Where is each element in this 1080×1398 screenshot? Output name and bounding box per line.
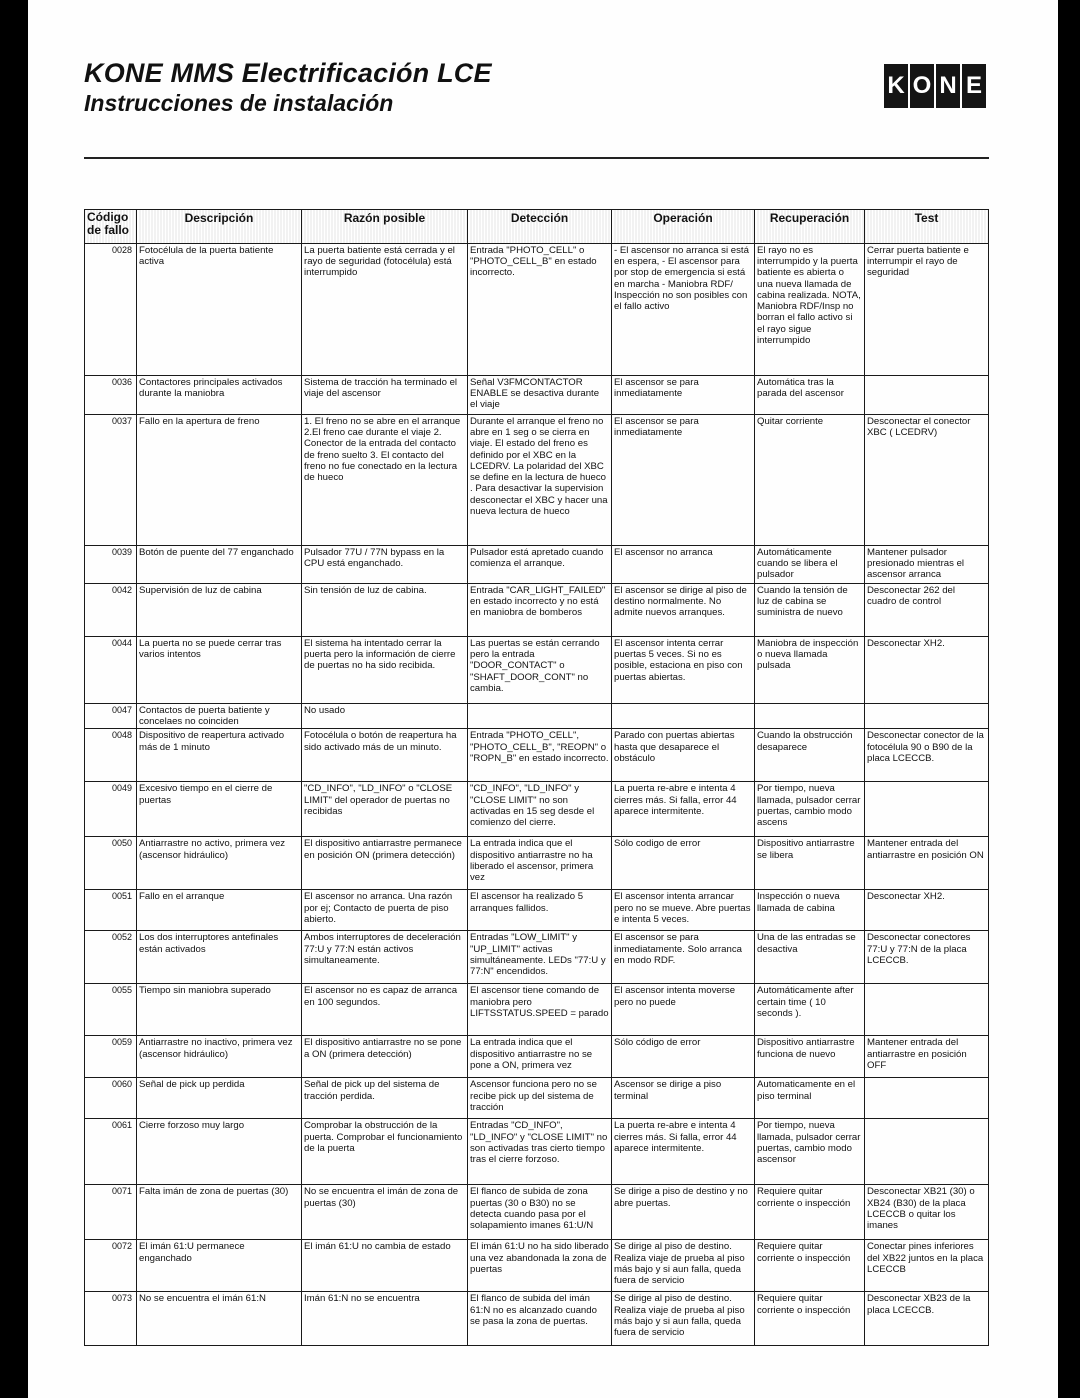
cell-description: Los dos interruptores antefinales están activados (137, 931, 302, 984)
cell-recovery: Cuando la tensión de luz de cabina se suministra de nuevo (755, 584, 865, 637)
cell-operation: Parado con puertas abiertas hasta que desaparece el obstáculo (612, 729, 755, 782)
logo-letter: K (884, 64, 908, 108)
cell-description: Fotocélula de la puerta batiente activa (137, 244, 302, 376)
cell-recovery: Una de las entradas se desactiva (755, 931, 865, 984)
cell-test (865, 1078, 989, 1119)
cell-detection: El flanco de subida del imán 61:N no es alcanzado cuando se pasa la zona de puertas. (468, 1292, 612, 1346)
cell-possible-reason: El imán 61:U no cambia de estado (302, 1240, 468, 1292)
cell-code: 0036 (85, 376, 137, 415)
kone-logo (884, 64, 986, 108)
table-row (85, 1119, 989, 1185)
cell-detection: El flanco de subida de zona puertas (30 o B30) no se detecta cuando pasa por el solapamiento imanes 61:U/N (468, 1185, 612, 1240)
cell-operation: El ascensor intenta moverse pero no puede (612, 984, 755, 1036)
table-header-row (85, 210, 989, 244)
cell-test (865, 376, 989, 415)
cell-test (865, 1119, 989, 1185)
cell-description: El imán 61:U permanece enganchado (137, 1240, 302, 1292)
table-row (85, 984, 989, 1036)
logo-letter: E (962, 64, 986, 108)
cell-test: Cerrar puerta batiente e interrumpir el rayo de seguridad (865, 244, 989, 376)
cell-possible-reason: "CD_INFO", "LD_INFO" o "CLOSE LIMIT" del operador de puertas no recibidas (302, 782, 468, 837)
cell-detection: El imán 61:U no ha sido liberado una vez abandonada la zona de puertas (468, 1240, 612, 1292)
cell-recovery: El rayo no es interrumpido y la puerta batiente es abierta o una nueva llamada de cabina realizada. NOTA, Maniobra RDF/Insp no borran el fallo activo si el rayo sigue interrumpido (755, 244, 865, 376)
cell-recovery: Maniobra de inspección o nueva llamada pulsada (755, 637, 865, 704)
cell-recovery: Requiere quitar corriente o inspección (755, 1185, 865, 1240)
logo-letter: O (910, 64, 934, 108)
cell-description: Fallo en la apertura de freno (137, 415, 302, 546)
cell-code: 0071 (85, 1185, 137, 1240)
logo-letter: N (936, 64, 960, 108)
cell-detection: Pulsador está apretado cuando comienza el arranque. (468, 546, 612, 584)
cell-description: Botón de puente del 77 enganchado (137, 546, 302, 584)
cell-detection: "CD_INFO", "LD_INFO" y "CLOSE LIMIT" no son activadas en 15 seg desde el comienzo del cierre. (468, 782, 612, 837)
table-row (85, 546, 989, 584)
cell-code: 0037 (85, 415, 137, 546)
cell-test: Mantener entrada del antiarrastre en posición ON (865, 837, 989, 890)
cell-code: 0047 (85, 704, 137, 729)
cell-test: Desconectar XB21 (30) o XB24 (B30) de la placa LCECCB o quitar los imanes (865, 1185, 989, 1240)
cell-test: Desconectar 262 del cuadro de control (865, 584, 989, 637)
cell-code: 0048 (85, 729, 137, 782)
table-row (85, 376, 989, 415)
cell-possible-reason: El dispositivo antiarrastre no se pone a ON (primera detección) (302, 1036, 468, 1078)
cell-possible-reason: Señal de pick up del sistema de tracción perdida. (302, 1078, 468, 1119)
cell-description: Contactos de puerta batiente y concelaes no coinciden (137, 704, 302, 729)
table-row (85, 1036, 989, 1078)
cell-possible-reason: Sin tensión de luz de cabina. (302, 584, 468, 637)
cell-description: Falta imán de zona de puertas (30) (137, 1185, 302, 1240)
cell-operation: El ascensor se para inmediatamente. Solo arranca en modo RDF. (612, 931, 755, 984)
scan-border-left (0, 0, 28, 1398)
cell-possible-reason: El ascensor no arranca. Una razón por ej; Contacto de puerta de piso abierto. (302, 890, 468, 931)
cell-description: Cierre forzoso muy largo (137, 1119, 302, 1185)
cell-detection: El ascensor ha realizado 5 arranques fallidos. (468, 890, 612, 931)
cell-detection: Entradas "CD_INFO", "LD_INFO" y "CLOSE LIMIT" no son activadas tras cierto tiempo tras el cierre forzoso. (468, 1119, 612, 1185)
cell-possible-reason: No usado (302, 704, 468, 729)
cell-detection: El ascensor tiene comando de maniobra pero LIFTSSTATUS.SPEED = parado (468, 984, 612, 1036)
cell-operation: Sólo codigo de error (612, 837, 755, 890)
cell-possible-reason: No se encuentra el imán de zona de puertas (30) (302, 1185, 468, 1240)
cell-description: Tiempo sin maniobra superado (137, 984, 302, 1036)
cell-test (865, 704, 989, 729)
cell-recovery: Cuando la obstrucción desaparece (755, 729, 865, 782)
column-header-test: Test (865, 210, 989, 244)
cell-description: Fallo en el arranque (137, 890, 302, 931)
cell-recovery: Automaticamente en el piso terminal (755, 1078, 865, 1119)
cell-operation: El ascensor intenta arrancar pero no se mueve. Abre puertas e intenta 5 veces. (612, 890, 755, 931)
cell-code: 0039 (85, 546, 137, 584)
column-header-possible-reason: Razón posible (302, 210, 468, 244)
table-row (85, 1240, 989, 1292)
cell-possible-reason: Ambos interruptores de deceleración 77:U y 77:N están activos simultaneamente. (302, 931, 468, 984)
cell-possible-reason: 1. El freno no se abre en el arranque 2.El freno cae durante el viaje 2. Conector de la entrada del contacto de freno suelto 3. El contacto del freno no fue conectado en la lectura de hueco (302, 415, 468, 546)
document-title: KONE MMS Electrificación LCE (84, 58, 492, 88)
cell-operation: El ascensor se dirige al piso de destino normalmente. No admite nuevos arranques. (612, 584, 755, 637)
cell-code: 0073 (85, 1292, 137, 1346)
cell-code: 0061 (85, 1119, 137, 1185)
cell-possible-reason: La puerta batiente está cerrada y el rayo de seguridad (fotocélula) está interrumpido (302, 244, 468, 376)
cell-detection: Durante el arranque el freno no abre en 1 seg o se cierra en viaje. El estado del freno es definido por el XBC en la LCEDRV. La polaridad del XBC se define en la lectura de hueco . Para desactivar la supervision desconectar el XBC y hacer una nueva lectura de hueco (468, 415, 612, 546)
table-row (85, 1292, 989, 1346)
header-divider (84, 157, 989, 159)
cell-recovery (755, 704, 865, 729)
table-row (85, 729, 989, 782)
cell-operation: La puerta re-abre e intenta 4 cierres más. Si falla, error 44 aparece intermitente. (612, 782, 755, 837)
cell-test: Desconectar conectores 77:U y 77:N de la placa LCECCB. (865, 931, 989, 984)
cell-operation: Se dirige al piso de destino. Realiza viaje de prueba al piso más bajo y si aun falla, queda fuera de servicio (612, 1240, 755, 1292)
fault-code-table-wrapper (84, 209, 988, 1345)
table-row (85, 637, 989, 704)
cell-operation: Se dirige al piso de destino. Realiza viaje de prueba al piso más bajo y si aun falla, queda fuera de servicio (612, 1292, 755, 1346)
cell-code: 0055 (85, 984, 137, 1036)
cell-operation: La puerta re-abre e intenta 4 cierres más. Si falla, error 44 aparece intermitente. (612, 1119, 755, 1185)
table-row (85, 704, 989, 729)
cell-test (865, 782, 989, 837)
fault-code-table (84, 209, 989, 1346)
cell-description: Antiarrastre no activo, primera vez (ascensor hidráulico) (137, 837, 302, 890)
cell-code: 0059 (85, 1036, 137, 1078)
cell-operation: El ascensor no arranca (612, 546, 755, 584)
cell-recovery: Inspección o nueva llamada de cabina (755, 890, 865, 931)
cell-detection: La entrada indica que el dispositivo antiarrastre no se pone a ON, primera vez (468, 1036, 612, 1078)
cell-recovery: Dispositivo antiarrastre se libera (755, 837, 865, 890)
cell-description: Contactores principales activados durante la maniobra (137, 376, 302, 415)
table-row (85, 415, 989, 546)
cell-detection: La entrada indica que el dispositivo antiarrastre no ha liberado el ascensor, primera vez (468, 837, 612, 890)
cell-code: 0042 (85, 584, 137, 637)
table-row (85, 584, 989, 637)
cell-detection: Entrada "PHOTO_CELL" o "PHOTO_CELL_B" en estado incorrecto. (468, 244, 612, 376)
cell-code: 0028 (85, 244, 137, 376)
cell-description: Supervisión de luz de cabina (137, 584, 302, 637)
cell-code: 0052 (85, 931, 137, 984)
cell-code: 0049 (85, 782, 137, 837)
cell-recovery: Requiere quitar corriente o inspección (755, 1292, 865, 1346)
table-row (85, 890, 989, 931)
table-row (85, 782, 989, 837)
cell-code: 0072 (85, 1240, 137, 1292)
cell-operation: - El ascensor no arranca si está en espera, - El ascensor para por stop de emergencia si está en marcha - Maniobra RDF/ Inspección no son posibles con el fallo activo (612, 244, 755, 376)
cell-test: Mantener entrada del antiarrastre en posición OFF (865, 1036, 989, 1078)
cell-test: Desconectar XH2. (865, 637, 989, 704)
cell-possible-reason: Sistema de tracción ha terminado el viaje del ascensor (302, 376, 468, 415)
document-subtitle: Instrucciones de instalación (84, 90, 394, 116)
cell-test: Mantener pulsador presionado mientras el ascensor arranca (865, 546, 989, 584)
cell-operation: Sólo código de error (612, 1036, 755, 1078)
cell-code: 0060 (85, 1078, 137, 1119)
column-header-code: Código de fallo (85, 210, 137, 244)
cell-possible-reason: Imán 61:N no se encuentra (302, 1292, 468, 1346)
cell-detection: Señal V3FMCONTACTOR ENABLE se desactiva durante el viaje (468, 376, 612, 415)
column-header-operation: Operación (612, 210, 755, 244)
column-header-detection: Detección (468, 210, 612, 244)
cell-operation: El ascensor intenta cerrar puertas 5 veces. Si no es posible, estaciona en piso con puertas abiertas. (612, 637, 755, 704)
cell-possible-reason: Fotocélula o botón de reapertura ha sido activado más de un minuto. (302, 729, 468, 782)
cell-test (865, 984, 989, 1036)
cell-operation: Se dirige a piso de destino y no abre puertas. (612, 1185, 755, 1240)
cell-test: Conectar pines inferiores del XB22 juntos en la placa LCECCB (865, 1240, 989, 1292)
cell-possible-reason: El ascensor no es capaz de arranca en 100 segundos. (302, 984, 468, 1036)
cell-recovery: Requiere quitar corriente o inspección (755, 1240, 865, 1292)
column-header-description: Descripción (137, 210, 302, 244)
cell-possible-reason: El sistema ha intentado cerrar la puerta pero la información de cierre de puertas no ha sido recibida. (302, 637, 468, 704)
cell-recovery: Quitar corriente (755, 415, 865, 546)
cell-recovery: Dispositivo antiarrastre funciona de nuevo (755, 1036, 865, 1078)
cell-operation: El ascensor se para inmediatamente (612, 376, 755, 415)
cell-test: Desconectar conector de la fotocélula 90 o B90 de la placa LCECCB. (865, 729, 989, 782)
cell-detection: Ascensor funciona pero no se recibe pick up del sistema de tracción (468, 1078, 612, 1119)
cell-possible-reason: Pulsador 77U / 77N bypass en la CPU está enganchado. (302, 546, 468, 584)
cell-operation: Ascensor se dirige a piso terminal (612, 1078, 755, 1119)
cell-description: Dispositivo de reapertura activado más de 1 minuto (137, 729, 302, 782)
cell-detection: Las puertas se están cerrando pero la entrada "DOOR_CONTACT" o "SHAFT_DOOR_CONT" no cambia. (468, 637, 612, 704)
column-header-recovery: Recuperación (755, 210, 865, 244)
cell-code: 0051 (85, 890, 137, 931)
table-row (85, 1185, 989, 1240)
cell-recovery: Automáticamente cuando se libera el pulsador (755, 546, 865, 584)
scan-border-right (1058, 0, 1080, 1398)
cell-detection (468, 704, 612, 729)
cell-code: 0050 (85, 837, 137, 890)
cell-possible-reason: El dispositivo antiarrastre permanece en posición ON (primera detección) (302, 837, 468, 890)
table-row (85, 931, 989, 984)
cell-detection: Entrada "CAR_LIGHT_FAILED" en estado incorrecto y no está en maniobra de bomberos (468, 584, 612, 637)
cell-description: La puerta no se puede cerrar tras varios intentos (137, 637, 302, 704)
table-row (85, 837, 989, 890)
cell-recovery: Por tiempo, nueva llamada, pulsador cerrar puertas, cambio modo ascens (755, 782, 865, 837)
cell-test: Desconectar XH2. (865, 890, 989, 931)
cell-description: Señal de pick up perdida (137, 1078, 302, 1119)
cell-possible-reason: Comprobar la obstrucción de la puerta. Comprobar el funcionamiento de la puerta (302, 1119, 468, 1185)
table-row (85, 244, 989, 376)
cell-detection: Entrada "PHOTO_CELL", "PHOTO_CELL_B", "REOPN" o "ROPN_B" en estado incorrecto. (468, 729, 612, 782)
cell-description: Antiarrastre no inactivo, primera vez (ascensor hidráulico) (137, 1036, 302, 1078)
cell-detection: Entradas "LOW_LIMIT" y "UP_LIMIT" activas simultáneamente. LEDs "77:U y 77:N" encendidos. (468, 931, 612, 984)
cell-recovery: Automática tras la parada del ascensor (755, 376, 865, 415)
cell-code: 0044 (85, 637, 137, 704)
table-row (85, 1078, 989, 1119)
cell-recovery: Por tiempo, nueva llamada, pulsador cerrar puertas, cambio modo ascensor (755, 1119, 865, 1185)
cell-operation (612, 704, 755, 729)
cell-operation: El ascensor se para inmediatamente (612, 415, 755, 546)
cell-description: Excesivo tiempo en el cierre de puertas (137, 782, 302, 837)
cell-test: Desconectar XB23 de la placa LCECCB. (865, 1292, 989, 1346)
cell-recovery: Automáticamente after certain time ( 10 seconds ). (755, 984, 865, 1036)
cell-test: Desconectar el conector XBC ( LCEDRV) (865, 415, 989, 546)
cell-description: No se encuentra el imán 61:N (137, 1292, 302, 1346)
